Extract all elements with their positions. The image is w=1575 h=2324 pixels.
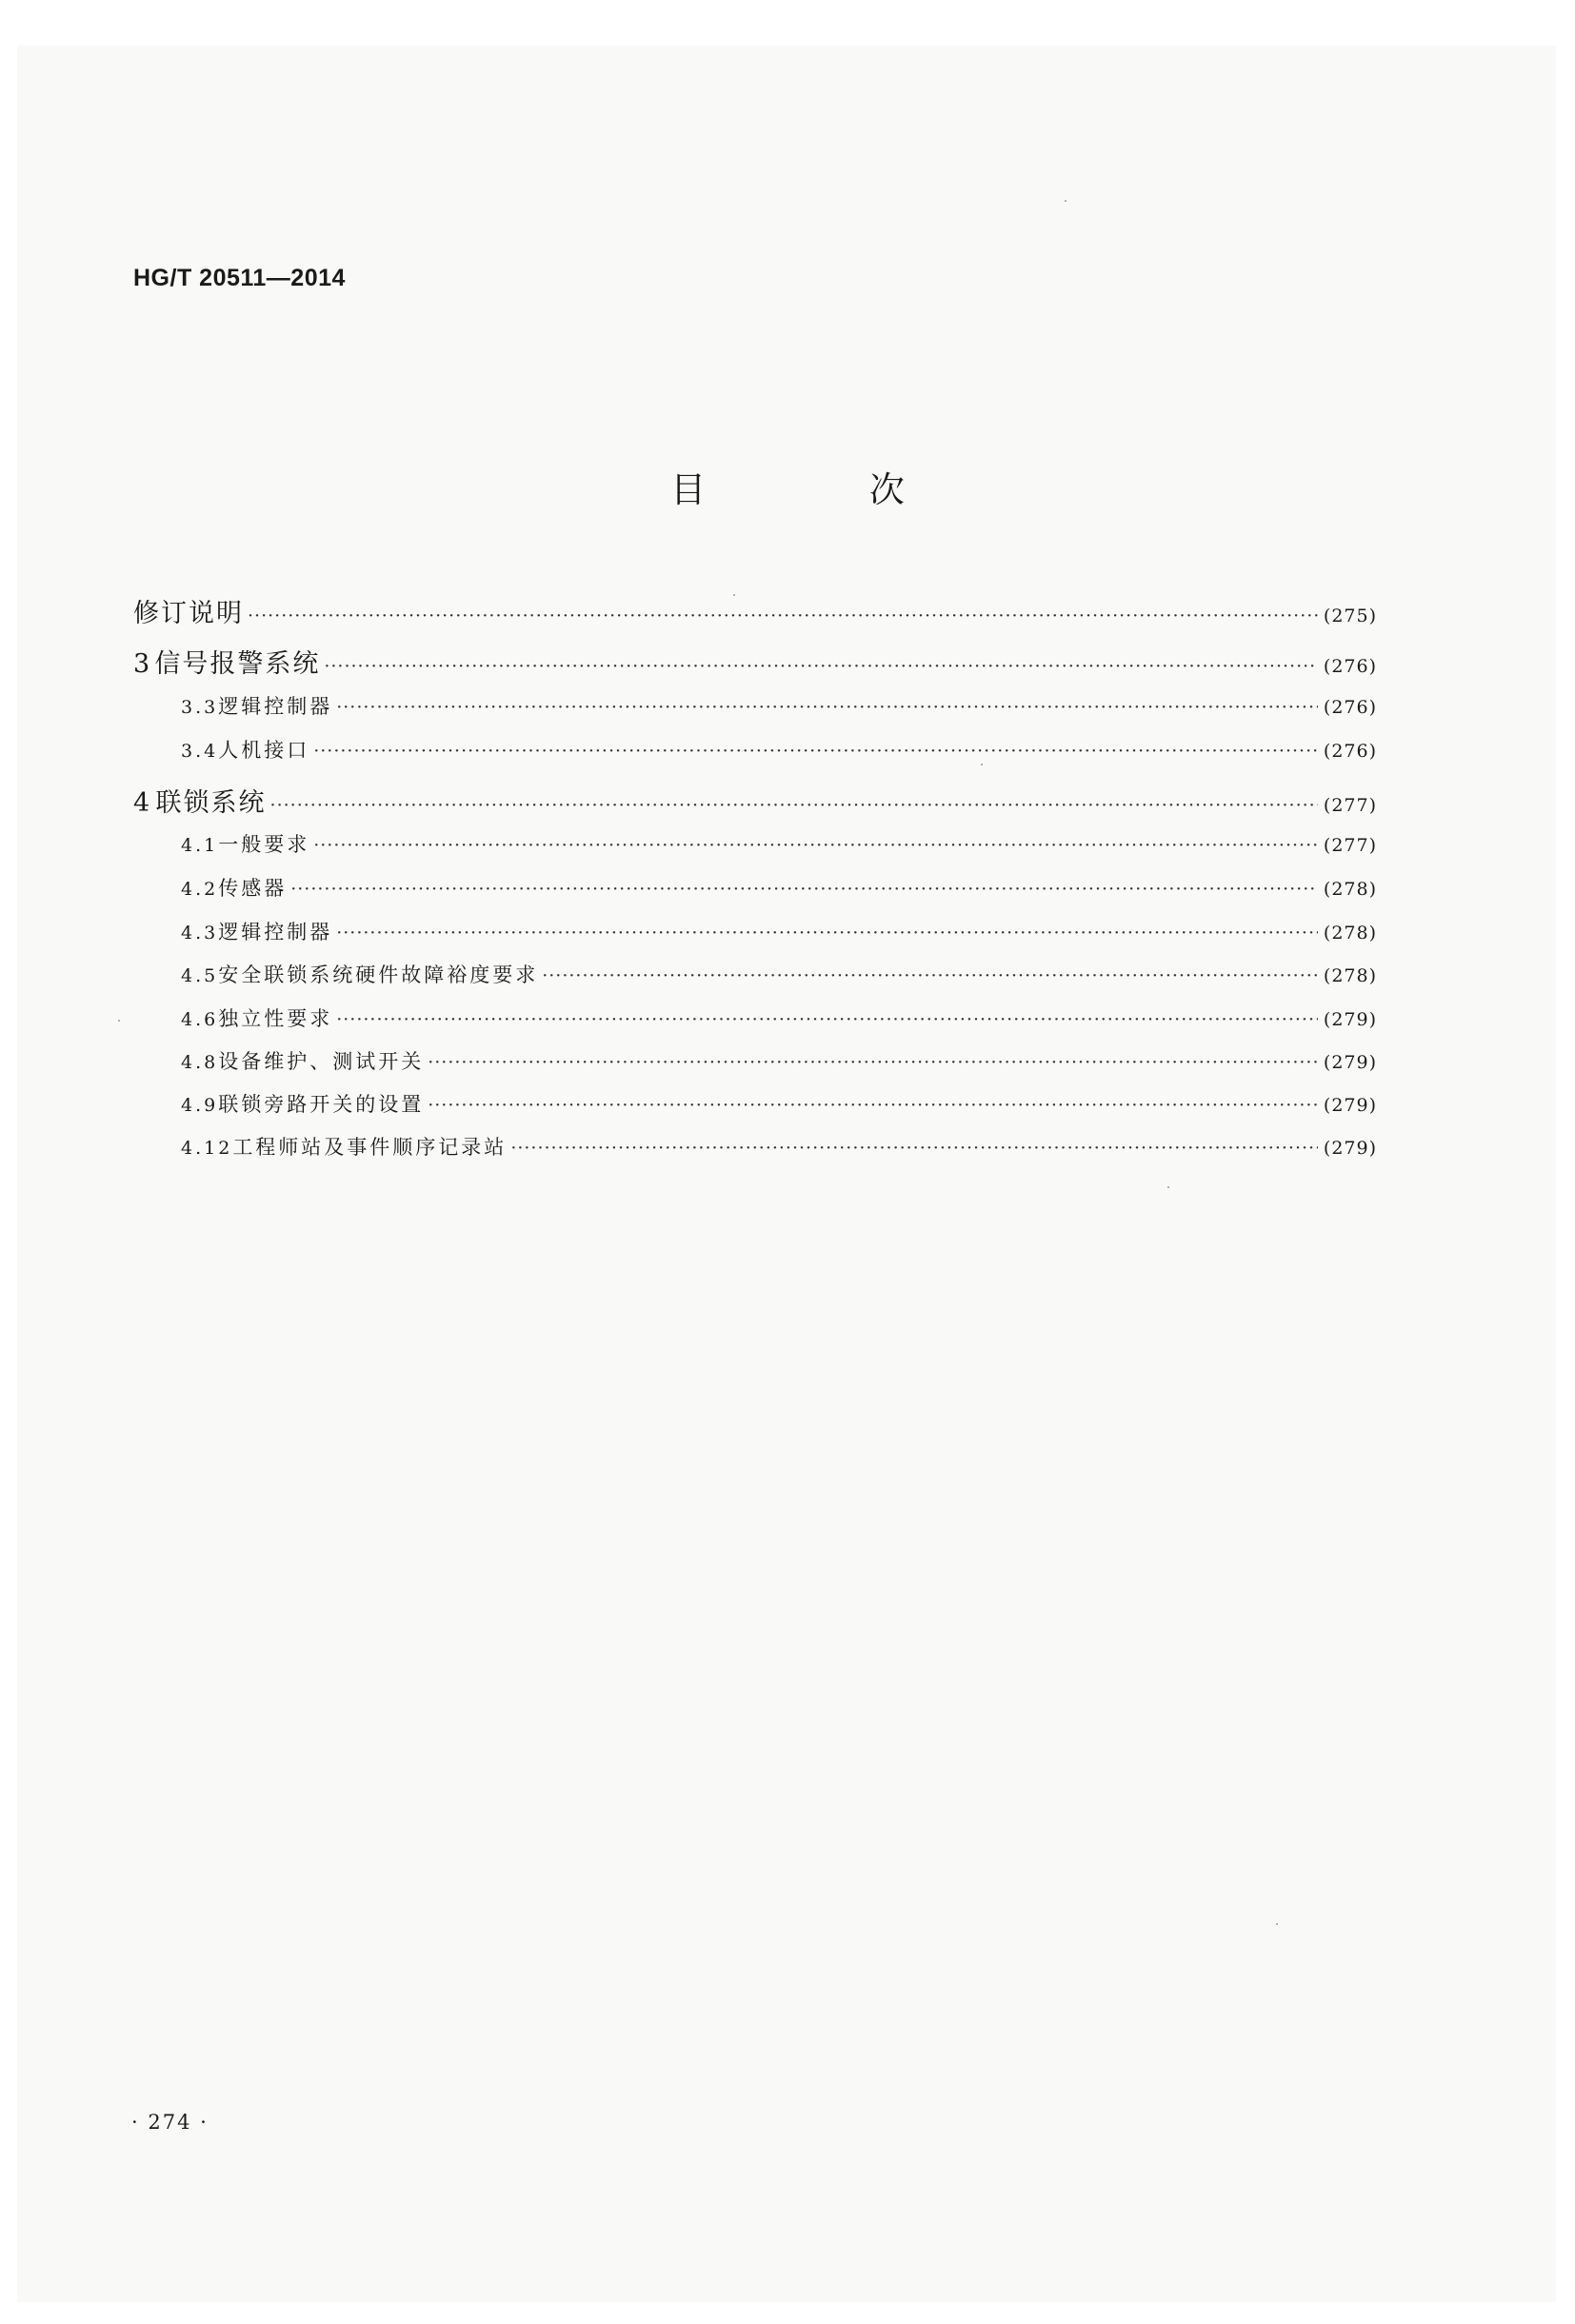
toc-entry-label: 独立性要求 — [218, 1007, 333, 1030]
toc-leader-dots — [270, 795, 1318, 816]
toc-entry-label: 逻辑控制器 — [218, 695, 333, 718]
scan-speck — [981, 764, 983, 765]
page-number: · 274 · — [131, 2111, 209, 2134]
toc-entry-number: 3.3 — [181, 697, 219, 718]
toc-entry-4-9[interactable] — [181, 1089, 1377, 1118]
toc-leader-dots — [428, 1095, 1318, 1116]
toc-entry-page: (275) — [1323, 606, 1377, 626]
toc-entry-number: 4.3 — [181, 923, 219, 944]
toc-entry-label: 信号报警系统 — [154, 649, 321, 679]
toc-entry-label: 人机接口 — [218, 739, 310, 762]
toc-leader-dots — [248, 606, 1318, 626]
toc-leader-dots — [428, 1052, 1318, 1073]
toc-title: 目 次 — [670, 469, 981, 510]
toc-entry-page: (278) — [1323, 879, 1377, 900]
toc-entry-page: (278) — [1323, 965, 1377, 986]
toc-entry-label: 联锁系统 — [155, 788, 267, 818]
toc-entry-page: (279) — [1323, 1138, 1377, 1159]
toc-entry-number: 4.2 — [181, 879, 219, 900]
scan-speck — [733, 594, 735, 596]
toc-entry-3[interactable] — [133, 643, 1377, 680]
toc-entry-revision-notes[interactable] — [133, 592, 1377, 629]
scan-speck — [1276, 1923, 1278, 1925]
toc-leader-dots — [324, 656, 1318, 677]
toc-entry-number: 3.4 — [181, 741, 219, 762]
toc-entry-label: 一般要求 — [218, 833, 310, 856]
toc-entry-4-2[interactable] — [181, 873, 1377, 902]
toc-leader-dots — [313, 835, 1318, 856]
toc-entry-page: (276) — [1323, 697, 1377, 718]
toc-entry-4[interactable] — [133, 782, 1377, 819]
toc-leader-dots — [336, 1009, 1318, 1030]
toc-entry-label: 逻辑控制器 — [218, 921, 333, 944]
toc-entry-3-4[interactable] — [181, 735, 1377, 764]
toc-entry-label: 修订说明 — [133, 599, 244, 628]
toc-entry-label: 联锁旁路开关的设置 — [218, 1093, 425, 1116]
toc-entry-label: 设备维护、测试开关 — [218, 1050, 425, 1073]
scan-speck — [118, 1020, 120, 1022]
toc-leader-dots — [313, 741, 1318, 762]
toc-leader-dots — [290, 879, 1318, 900]
toc-entry-4-6[interactable] — [181, 1003, 1377, 1032]
toc-entry-4-1[interactable] — [181, 829, 1377, 858]
toc-leader-dots — [336, 697, 1318, 718]
toc-entry-4-12[interactable] — [181, 1132, 1377, 1161]
toc-entry-page: (278) — [1323, 923, 1377, 944]
toc-entry-number: 4.12 — [181, 1138, 233, 1159]
scan-speck — [1167, 1186, 1169, 1188]
toc-leader-dots — [336, 923, 1318, 944]
toc-leader-dots — [542, 965, 1318, 986]
scan-speck — [1065, 200, 1067, 202]
toc-entry-page: (277) — [1323, 795, 1377, 816]
toc-entry-page: (276) — [1323, 656, 1377, 677]
toc-entry-number: 3 — [133, 649, 152, 679]
toc-entry-page: (279) — [1323, 1052, 1377, 1073]
toc-entry-page: (279) — [1323, 1095, 1377, 1116]
standard-code: HG/T 20511—2014 — [133, 265, 346, 291]
toc-entry-4-3[interactable] — [181, 917, 1377, 945]
toc-entry-number: 4.5 — [181, 965, 219, 986]
toc-entry-label: 传感器 — [218, 877, 288, 900]
toc-leader-dots — [510, 1138, 1318, 1159]
toc-entry-label: 工程师站及事件顺序记录站 — [232, 1136, 508, 1159]
toc-entry-number: 4.8 — [181, 1052, 219, 1073]
toc-entry-page: (276) — [1323, 741, 1377, 762]
toc-entry-number: 4.6 — [181, 1009, 219, 1030]
toc-entry-4-8[interactable] — [181, 1046, 1377, 1075]
toc-entry-number: 4.1 — [181, 835, 219, 856]
toc-entry-number: 4 — [133, 788, 152, 818]
toc-entry-3-3[interactable] — [181, 691, 1377, 720]
toc-entry-number: 4.9 — [181, 1095, 219, 1116]
toc-entry-label: 安全联锁系统硬件故障裕度要求 — [218, 963, 539, 986]
toc-entry-page: (277) — [1323, 835, 1377, 856]
toc-entry-page: (279) — [1323, 1009, 1377, 1030]
toc-entry-4-5[interactable] — [181, 960, 1377, 988]
